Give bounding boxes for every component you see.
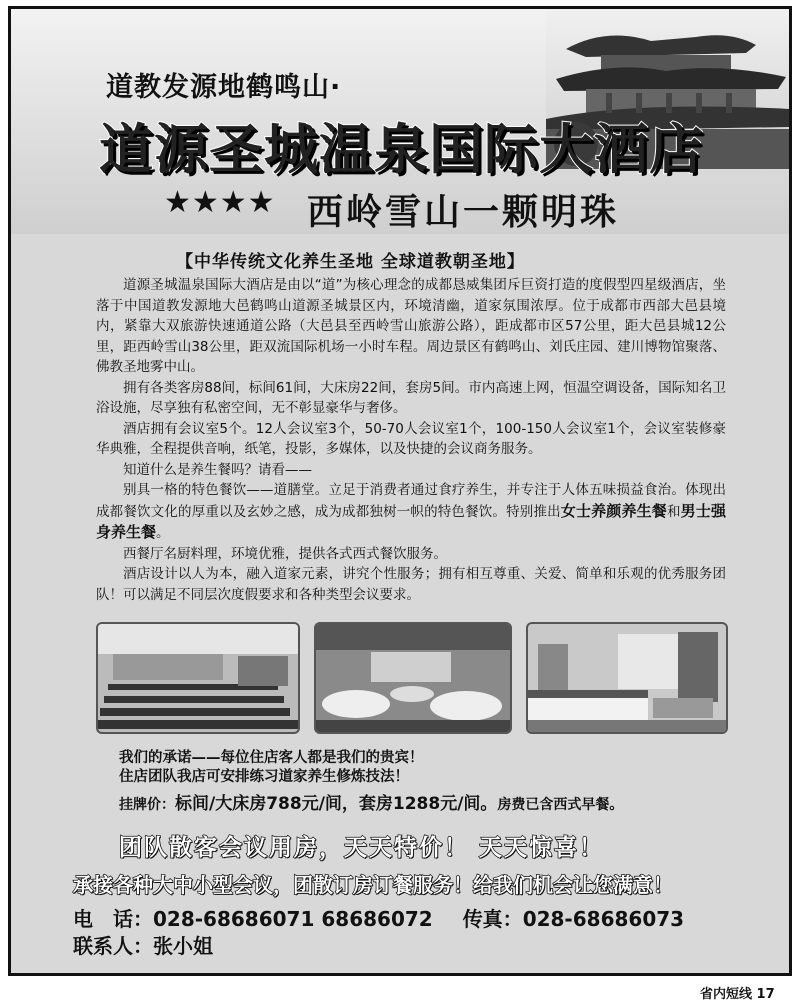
slogan: 西岭雪山一颗明珠 [307, 192, 620, 233]
guest-room-photo [526, 622, 728, 734]
photo-strip [96, 622, 728, 732]
phone-number-1: 028-68686071 [153, 907, 315, 931]
period-text: 。 [156, 525, 170, 541]
and-text: 和 [666, 503, 681, 520]
paragraph-meeting: 酒店拥有会议室5个。12人会议室3个，50-70人会议室1个，100-150人会议室1个，会议室装修豪华典雅，全程提供音响，纸笔，投影，多媒体，以及快捷的会议商务服务。 [96, 420, 726, 457]
phone-number-2: 68686072 [321, 907, 433, 931]
fax-number: 028-68686073 [522, 907, 685, 931]
dining-text: 别具一格的特色餐饮——道膳堂。立足于消费者通过食疗养生，并专注于人体五味损益食治。体现出成都餐饮文化的厚重以及玄妙之感，成为成都独树一帜的特色餐饮。特别推出 [96, 482, 726, 520]
men-meal: 男士强身养生餐 [96, 501, 726, 541]
contact-person: 张小姐 [153, 934, 213, 958]
meeting-room-photo [96, 622, 300, 734]
contact-person-line [73, 933, 684, 960]
fax-label: 传真： [462, 907, 523, 931]
hotel-name: 道源圣城温泉国际大酒店 [99, 117, 704, 181]
phone-line [73, 906, 684, 933]
paragraph-question: 知道什么是养生餐吗？请看—— [123, 461, 312, 478]
promise-block [119, 749, 424, 787]
promise-line-1: 我们的承诺——每位住店客人都是我们的贵宾！ [119, 750, 424, 766]
women-meal: 女士养颜养生餐 [560, 501, 667, 520]
header-subtitle: 道教发源地鹤鸣山· [106, 72, 342, 103]
paragraph-rooms: 拥有各类客房88间，标间61间，大床房22间，套房5间。市内高速上网，恒温空调设备，国际知名卫浴设施，尽享独有私密空间，无不彰显豪华与奢侈。 [96, 379, 726, 416]
hotel-advertisement [8, 6, 792, 976]
contact-person-label: 联系人： [73, 934, 153, 958]
paragraph-service: 酒店设计以人为本，融入道家元素，讲究个性服务；拥有相互尊重、关爱、简单和乐观的优秀服务团队！可以满足不同层次度假要求和各种类型会议要求。 [96, 566, 726, 603]
price-note: 房费已含西式早餐。 [497, 797, 624, 813]
contact-block [73, 906, 684, 960]
special-offer-banner: 团队散客会议用房，天天特价！ 天天惊喜！ [119, 835, 605, 861]
paragraph-intro: 道源圣城温泉国际大酒店是由以“道”为核心理念的成都恳威集团斥巨资打造的度假型四星级酒店，坐落于中国道教发源地大邑鹤鸣山道源圣城景区内，环境清幽，道家氛围浓厚。位于成都市西部大邑县境内，紧靠大双旅游快速通道公路（大邑县至西岭雪山旅游公路），距成都市区57公里，距大邑县城12公里，距西岭雪山38公里，距双流国际机场一小时车程。周边景区有鹤鸣山、刘氏庄园、建川博物馆聚落、佛教圣地雾中山。 [96, 277, 726, 375]
price-label: 挂牌价： [119, 797, 175, 813]
tagline: 【中华传统文化养生圣地 全球道教朝圣地】 [176, 252, 525, 272]
conference-service-banner: 承接各种大中小型会议，团散订房订餐服务！给我们机会让您满意！ [73, 873, 673, 897]
promise-line-2: 住店团队我店可安排练习道家养生修炼技法！ [119, 769, 409, 785]
phone-label: 电 话： [73, 907, 153, 931]
page-footer: 省内短线 17 [700, 987, 775, 1002]
paragraph-dining [96, 480, 726, 544]
description-body [96, 275, 726, 605]
star-rating-icons: ★★★★ [164, 185, 276, 220]
paragraph-western: 西餐厅名厨料理，环境优雅，提供各式西式餐饮服务。 [123, 545, 447, 562]
price-main: 标间/大床房788元/间，套房1288元/间。 [175, 794, 498, 814]
price-line [119, 789, 623, 814]
restaurant-photo [314, 622, 512, 734]
